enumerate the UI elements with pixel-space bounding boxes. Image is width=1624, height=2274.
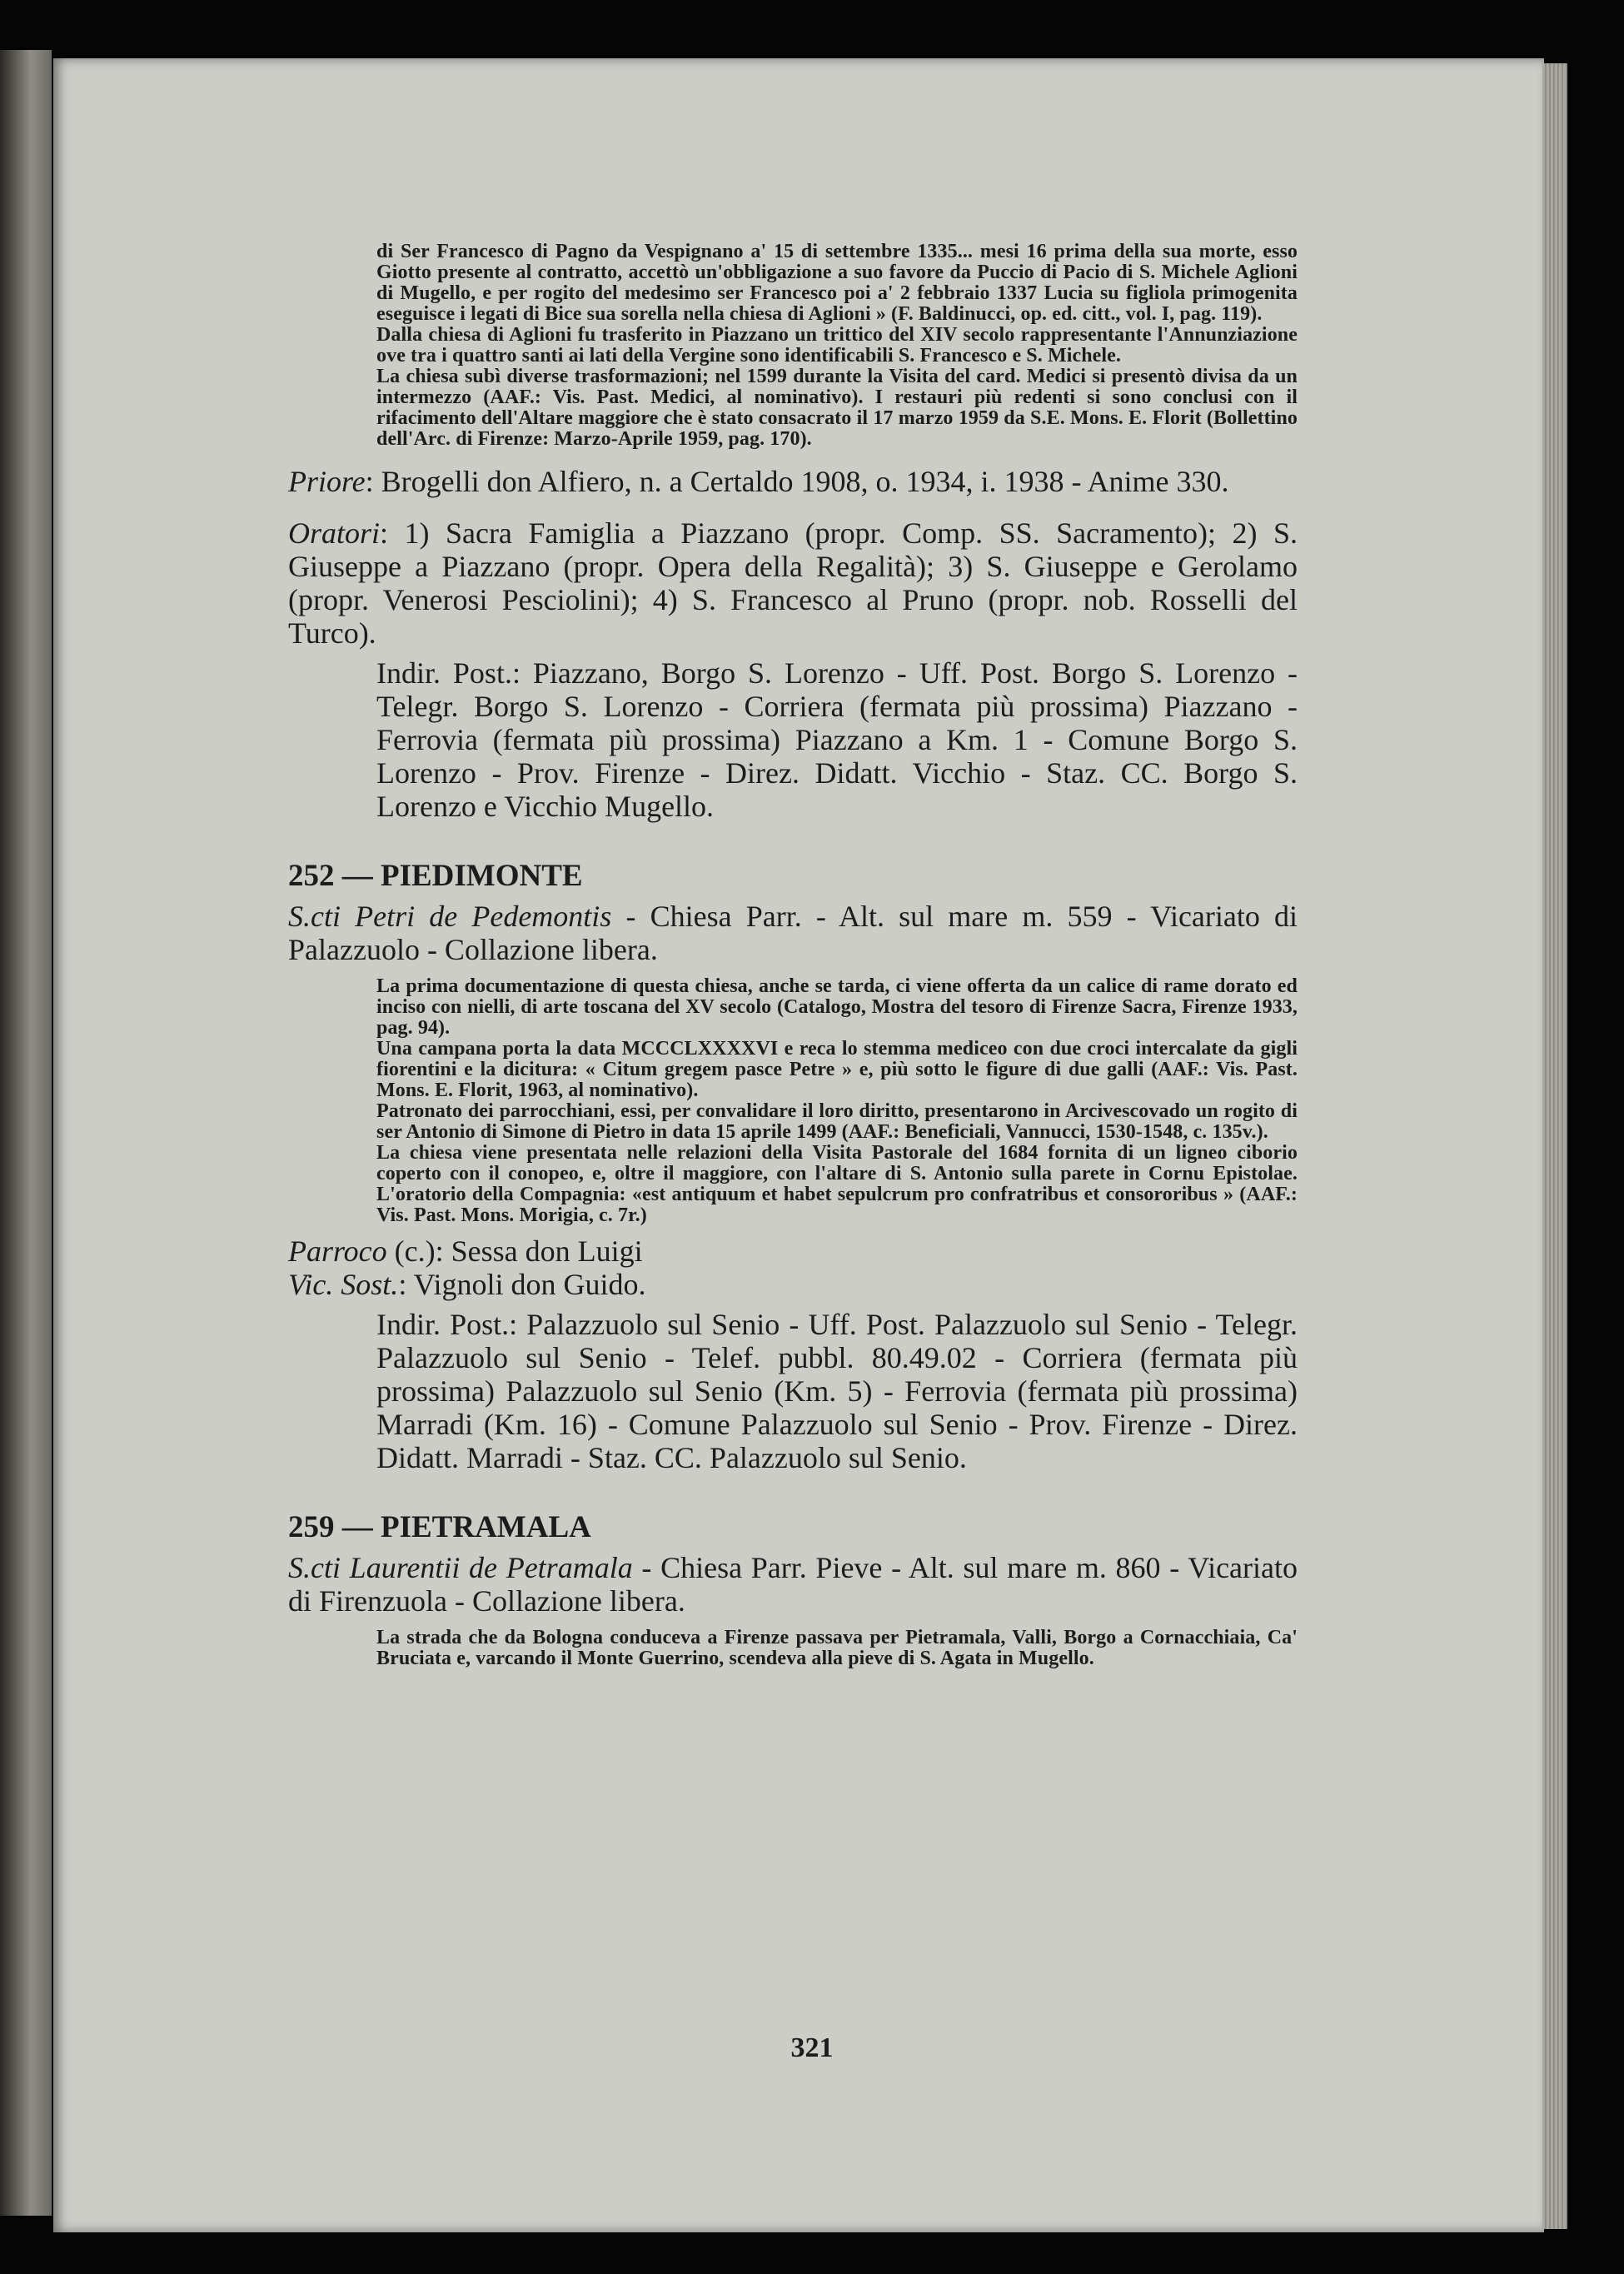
page-stack-edges	[1542, 63, 1567, 2229]
pietramala-intro	[288, 1551, 1298, 1618]
piedimonte-clergy	[288, 1234, 1298, 1301]
piedimonte-latin-name: S.cti Petri de Pedemontis	[288, 900, 612, 933]
footnote-paragraph: Una campana porta la data MCCCLXXXXVI e reca lo stemma mediceo con due croci intercalate da gigli fiorentini e la dicitura: « Citum gregem pasce Petre » e, più sotto le figure di due galli (AAF.: Vis. Past. Mons. E. Florit, 1963, al nominativo).	[376, 1038, 1298, 1101]
text-column	[288, 242, 1298, 1669]
footnote-block-pietramala	[376, 1628, 1298, 1669]
footnote-paragraph: La strada che da Bologna conduceva a Firenze passava per Pietramala, Valli, Borgo a Cornacchiaia, Ca' Bruciata e, varcando il Monte Guerrino, scendeva alla pieve di S. Agata in Mugello.	[376, 1627, 1298, 1669]
section-heading-pietramala: 259 — PIETRAMALA	[288, 1510, 591, 1544]
section-heading-piedimonte: 252 — PIEDIMONTE	[288, 859, 583, 893]
priore-entry	[288, 465, 1298, 498]
indir-piedimonte	[376, 1308, 1298, 1474]
page-number: 321	[790, 2032, 834, 2063]
footnote-paragraph: Patronato dei parrocchiani, essi, per convalidare il loro diritto, presentarono in Arcivescovado un rogito di ser Antonio di Simone di Pietro in data 15 aprile 1499 (AAF.: Beneficiali, Vannucci, 1530-1548, c. 135v.).	[376, 1100, 1298, 1143]
left-page-edge	[0, 50, 52, 2216]
footnote-paragraph: La chiesa viene presentata nelle relazioni della Visita Pastorale del 1684 fornita di un ligneo ciborio coperto con il conopeo, e, oltre il maggiore, con l'altare di S. Antonio sulla parete in Cornu Epistolae. L'oratorio della Compagnia: «est antiquum et habet sepulcrum pro confratribus et consororibus » (AAF.: Vis. Past. Mons. Morigia, c. 7r.)	[376, 1142, 1298, 1226]
vic-sost-text: : Vignoli don Guido.	[398, 1268, 646, 1301]
parroco-label: Parroco	[288, 1234, 387, 1268]
footnote-paragraph: La chiesa subì diverse trasformazioni; nel 1599 durante la Visita del card. Medici si presentò divisa da un intermezzo (AAF.: Vis. Past. Medici, al nominativo). I restauri più redenti si sono conclusi con il rifacimento dell'Altare maggiore che è stato consacrato il 17 marzo 1959 da S.E. Mons. E. Florit (Bollettino dell'Arc. di Firenze: Marzo-Aprile 1959, pag. 170).	[376, 366, 1298, 450]
indir-piedimonte-text: Indir. Post.: Palazzuolo sul Senio - Uff. Post. Palazzuolo sul Senio - Telegr. Palazzuolo sul Senio - Telef. pubbl. 80.49.02 - Corriera (fermata più prossima) Palazzuolo sul Senio (Km. 5) - Ferrovia (fermata più prossima) Marradi (Km. 16) - Comune Palazzuolo sul Senio - Prov. Firenze - Direz. Didatt. Marradi - Staz. CC. Palazzuolo sul Senio.	[376, 1308, 1298, 1474]
parroco-text: (c.): Sessa don Luigi	[386, 1234, 643, 1268]
priore-text: : Brogelli don Alfiero, n. a Certaldo 1908, o. 1934, i. 1938 - Anime 330.	[365, 465, 1229, 498]
footnote-block-top	[376, 242, 1298, 450]
oratori-entry	[288, 516, 1298, 650]
footnote-paragraph: La prima documentazione di questa chiesa, anche se tarda, ci viene offerta da un calice di rame dorato ed inciso con nielli, di arte toscana del XV secolo (Catalogo, Mostra del tesoro di Firenze Sacra, Firenze 1933, pag. 94).	[376, 975, 1298, 1039]
indir-piazzano	[376, 656, 1298, 823]
piedimonte-intro	[288, 900, 1298, 966]
vic-sost-label: Vic. Sost.	[288, 1268, 399, 1301]
pietramala-latin-name: S.cti Laurentii de Petramala	[288, 1551, 633, 1584]
indir-piazzano-text: Indir. Post.: Piazzano, Borgo S. Lorenzo - Uff. Post. Borgo S. Lorenzo - Telegr. Borgo S. Lorenzo - Corriera (fermata più prossima) Piazzano - Ferrovia (fermata più prossima) Piazzano a Km. 1 - Comune Borgo S. Lorenzo - Prov. Firenze - Direz. Didatt. Vicchio - Staz. CC. Borgo S. Lorenzo e Vicchio Mugello.	[376, 656, 1298, 823]
piedimonte-intro-text: - Chiesa Parr. - Alt. sul mare m. 559 - Vicariato di Palazzuolo - Collazione libera.	[288, 900, 1298, 966]
footnote-paragraph: Dalla chiesa di Aglioni fu trasferito in Piazzano un trittico del XIV secolo rappresentante l'Annunziazione ove tra i quattro santi ai lati della Vergine sono identificabili S. Francesco e S. Michele.	[376, 324, 1298, 367]
footnote-block-piedimonte	[376, 976, 1298, 1226]
footnote-paragraph: di Ser Francesco di Pagno da Vespignano a' 15 di settembre 1335... mesi 16 prima della sua morte, esso Giotto presente al contratto, accettò un'obbligazione a suo favore da Puccio di Pacio di S. Michele Aglioni di Mugello, e per rogito del medesimo ser Francesco poi a' 2 febbraio 1337 Lucia su figliola primogenita eseguisce i legati di Bice sua sorella nella chiesa di Aglioni » (F. Baldinucci, op. ed. citt., vol. I, pag. 119).	[376, 241, 1298, 325]
oratori-text: : 1) Sacra Famiglia a Piazzano (propr. Comp. SS. Sacramento); 2) S. Giuseppe a Piazzano (propr. Opera della Regalità); 3) S. Giuseppe e Gerolamo (propr. Venerosi Pesciolini); 4) S. Francesco al Pruno (propr. nob. Rosselli del Turco).	[288, 516, 1298, 650]
priore-label: Priore	[288, 465, 366, 498]
oratori-label: Oratori	[288, 516, 381, 550]
pietramala-intro-text: - Chiesa Parr. Pieve - Alt. sul mare m. 860 - Vicariato di Firenzuola - Collazione libera.	[288, 1551, 1298, 1618]
